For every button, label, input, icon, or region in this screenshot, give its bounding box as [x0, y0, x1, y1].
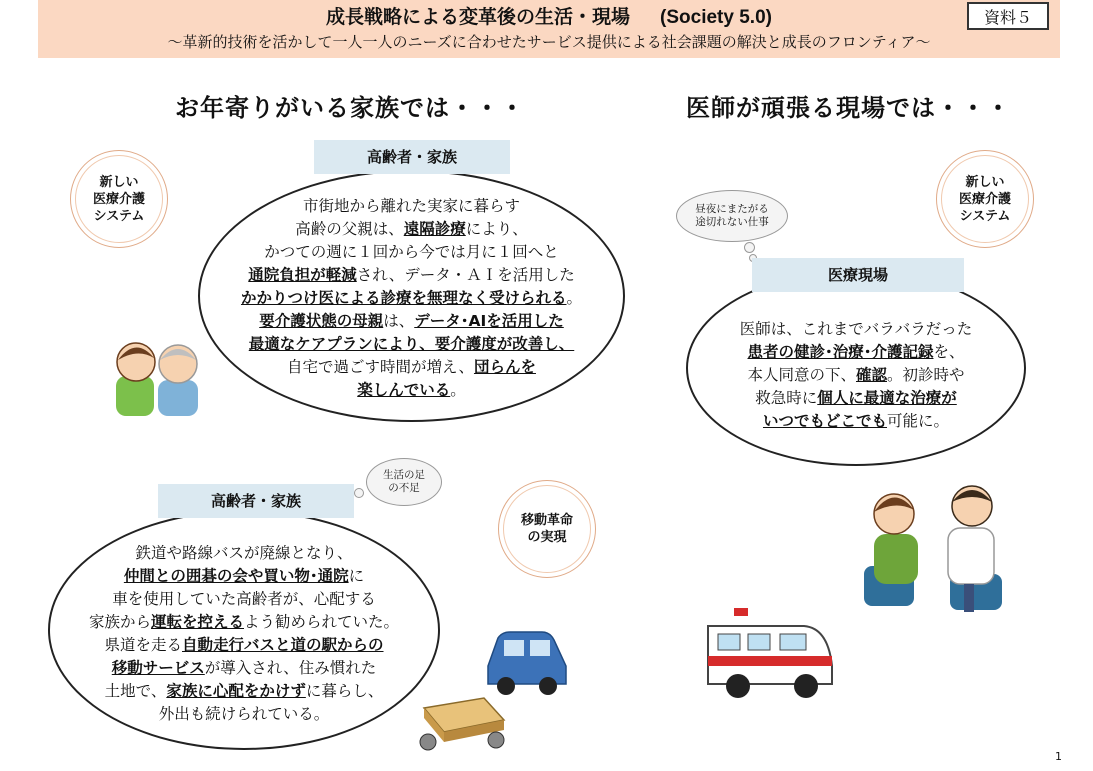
thought-dot	[744, 242, 755, 253]
text-line	[200, 218, 623, 241]
page-title	[38, 2, 1060, 29]
panel3-text	[50, 542, 438, 726]
body-text: に	[348, 567, 365, 585]
car-window	[504, 640, 524, 656]
elder-body	[158, 380, 198, 416]
label-medical-site: 医療現場	[752, 258, 964, 292]
text-line	[50, 588, 438, 611]
body-text: が導入され、住み慣れた	[204, 659, 377, 677]
car-wheel	[497, 677, 515, 695]
car-illustration	[486, 630, 568, 696]
emphasis-text: 最適なケアプランにより、要介護度が改善し、	[248, 335, 575, 353]
label-elderly-family-2: 高齢者・家族	[158, 484, 354, 518]
emphasis-text: 遠隔診療	[403, 220, 466, 238]
ambulance-stripe	[708, 656, 832, 666]
page-number: 1	[1055, 750, 1062, 763]
car-window	[530, 640, 550, 656]
ambulance-window	[748, 634, 770, 650]
body-text: により、	[465, 220, 528, 238]
body-text: は、	[383, 312, 415, 330]
body-text: 土地で、	[104, 682, 167, 700]
text-line	[688, 364, 1024, 387]
emphasis-text: 仲間との囲碁の会や買い物･通院	[123, 567, 349, 585]
body-text: を、	[933, 343, 965, 361]
text-line	[50, 657, 438, 680]
go-bowl	[420, 734, 436, 750]
text-line	[200, 310, 623, 333]
ambulance-illustration	[704, 606, 836, 706]
page-subtitle: ～革新的技術を活かして一人一人のニーズに合わせたサービス提供による社会課題の解決と成長のフロンティア～	[167, 33, 931, 51]
elderly-child-illustration	[108, 330, 204, 420]
text-line	[50, 542, 438, 565]
body-text: 車を使用していた高齢者が、心配する	[112, 590, 376, 608]
emphasis-text: 移動サービス	[111, 659, 205, 677]
go-bowl	[488, 732, 504, 748]
text-line	[688, 318, 1024, 341]
tag-text: 移動革命 の実現	[520, 513, 573, 545]
body-text: 高齢の父親は、	[295, 220, 404, 238]
doctor-coat	[948, 528, 994, 584]
emphasis-text: 患者の健診･治療･介護記録	[747, 343, 934, 361]
body-text: 本人同意の下、	[747, 366, 856, 384]
text-line	[200, 356, 623, 379]
text-line	[688, 341, 1024, 364]
tag-text: 新しい 医療介護 システム	[92, 174, 145, 224]
emphasis-text: 自動走行バスと道の駅からの	[182, 636, 384, 654]
car-wheel	[539, 677, 557, 695]
emphasis-text: 団らんを	[473, 358, 536, 376]
tag-text: 新しい 医療介護 システム	[958, 174, 1011, 224]
text-line	[200, 287, 623, 310]
body-text: 。	[450, 381, 466, 399]
thought-cloud-work: 昼夜にまたがる 途切れない仕事	[676, 190, 788, 242]
ambulance-wheel	[726, 674, 750, 698]
text-line	[50, 634, 438, 657]
text-line	[50, 703, 438, 726]
body-text: 家族から	[88, 613, 151, 631]
text-line	[200, 379, 623, 402]
emphasis-text: 運転を控える	[150, 613, 244, 631]
body-text: 。初診時や	[887, 366, 965, 384]
thought-dot	[354, 488, 364, 498]
body-text: 市街地から離れた実家に暮らす	[302, 197, 520, 215]
label-elderly-family-1: 高齢者・家族	[314, 140, 510, 174]
text-line	[200, 241, 623, 264]
body-text: 可能に。	[887, 412, 950, 430]
tag-medical-care-system-2	[936, 150, 1034, 248]
car-body	[488, 632, 566, 684]
body-text: に暮らし、	[305, 682, 384, 700]
text-line	[200, 333, 623, 356]
emphasis-text: 楽しんでいる	[357, 381, 451, 399]
title-latin: (Society 5.0)	[660, 7, 772, 28]
text-line	[50, 680, 438, 703]
panel2-text	[688, 318, 1024, 433]
emphasis-text: かかりつけ医による診療を無理なく受けられる	[240, 289, 567, 307]
emphasis-text: 通院負担が軽減	[248, 266, 357, 284]
tag-mobility-revolution	[498, 480, 596, 578]
document-badge: 資料５	[967, 2, 1049, 30]
body-text: かつての週に１回から今では月に１回へと	[264, 243, 559, 261]
ambulance-light	[734, 608, 748, 616]
left-heading: お年寄りがいる家族では・・・	[175, 94, 525, 122]
emphasis-text: 確認	[855, 366, 887, 384]
ambulance-window	[780, 634, 806, 650]
text-line	[200, 195, 623, 218]
body-text: 自宅で過ごす時間が増え、	[287, 358, 474, 376]
emphasis-text: データ･AIを活用した	[414, 312, 564, 330]
go-board-illustration	[414, 694, 510, 756]
text-line	[50, 565, 438, 588]
emphasis-text: 個人に最適な治療が	[817, 389, 957, 407]
ambulance-wheel	[794, 674, 818, 698]
title-text: 成長戦略による変革後の生活・現場	[326, 6, 631, 28]
emphasis-text: 要介護状態の母親	[259, 312, 384, 330]
doctor-legs	[964, 584, 974, 612]
emphasis-text: いつでもどこでも	[762, 412, 887, 430]
patient-body	[874, 534, 918, 584]
body-text: 外出も続けられている。	[158, 705, 330, 723]
emphasis-text: 家族に心配をかけず	[166, 682, 306, 700]
body-text: され、データ・ＡＩを活用した	[356, 266, 575, 284]
ambulance-window	[718, 634, 740, 650]
text-line	[688, 387, 1024, 410]
body-text: よう勧められていた。	[244, 613, 400, 631]
text-line	[200, 264, 623, 287]
body-text: 鉄道や路線バスが廃線となり、	[135, 544, 353, 562]
doctor-patient-illustration	[860, 478, 1010, 618]
body-text: 医師は、これまでバラバラだった	[739, 320, 973, 338]
body-text: 県道を走る	[104, 636, 182, 654]
tag-medical-care-system-1	[70, 150, 168, 248]
body-text: 。	[566, 289, 583, 307]
child-body	[116, 376, 154, 416]
text-line	[688, 410, 1024, 433]
thought-cloud-transport: 生活の足 の不足	[366, 458, 442, 506]
body-text: 救急時に	[755, 389, 818, 407]
right-heading: 医師が頑張る現場では・・・	[686, 94, 1011, 122]
header-banner	[38, 0, 1060, 58]
text-line	[50, 611, 438, 634]
panel1-text	[200, 195, 623, 402]
